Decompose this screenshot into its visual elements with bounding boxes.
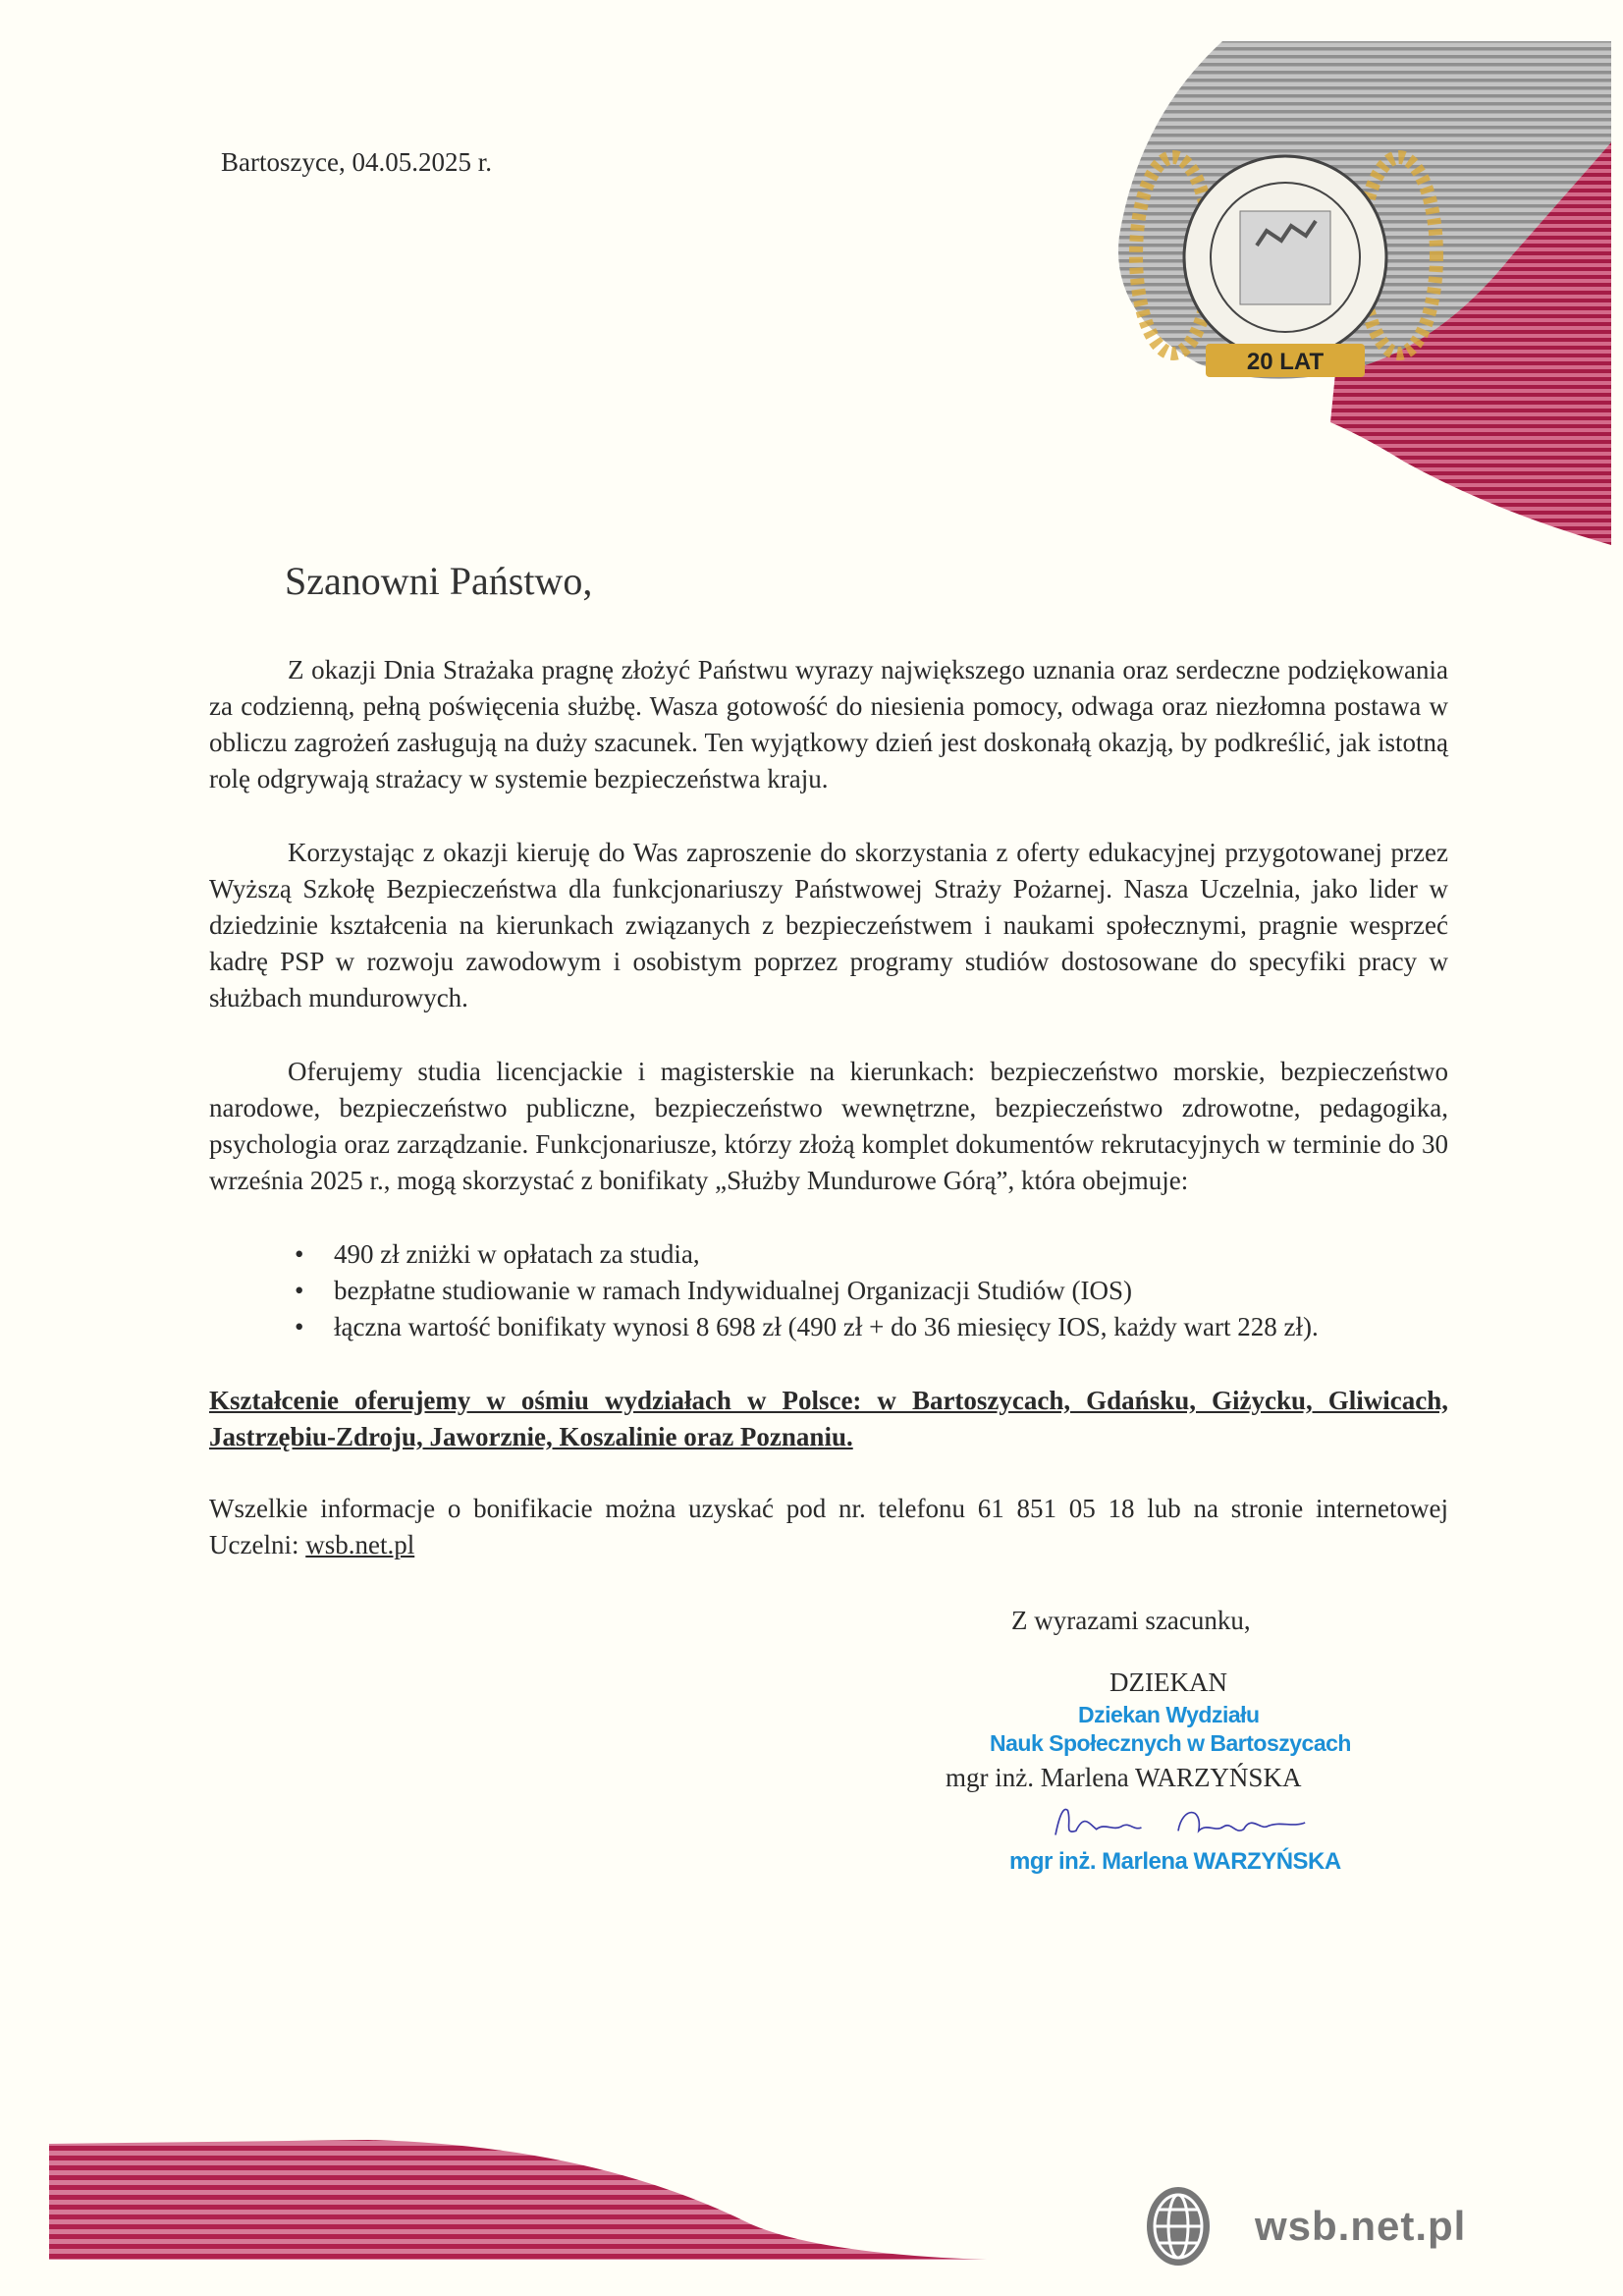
signature-block — [946, 1603, 1448, 1877]
letter-body — [209, 652, 1448, 1877]
salutation: Szanowni Państwo, — [285, 559, 593, 603]
handwritten-signature — [1011, 1798, 1345, 1847]
stamp-line-3: mgr inż. Marlena WARZYŃSKA — [1009, 1848, 1341, 1875]
paragraph-3 — [209, 1054, 1448, 1199]
contact-text: Wszelkie informacje o bonifikacie można uzyskać pod nr. telefonu 61 851 05 18 lub na stronie internetowej Uczelni: — [209, 1494, 1448, 1559]
footer-ribbon — [44, 2136, 997, 2264]
paragraph-text: Z okazji Dnia Strażaka pragnę złożyć Państwu wyrazy największego uznania oraz serdeczne podziękowania za codzienną, pełną poświęcenia służbę. Wasza gotowość do niesienia pomocy, odwaga oraz niezłomna postawa w obliczu zagrożeń zasługują na duży szacunek. Ten wyjątkowy dzień jest doskonałą okazją, by podkreślić, jak istotną rolę odgrywają strażacy w systemie bezpieczeństwa kraju. — [209, 655, 1448, 793]
header-graphic — [1080, 0, 1623, 550]
paragraph-2 — [209, 835, 1448, 1016]
faculties-paragraph: Kształcenie oferujemy w ośmiu wydziałach w Polsce: w Bartoszycach, Gdańsku, Giżycku, Gliwicach, Jastrzębiu-Zdroju, Jaworznie, Koszalinie oraz Poznaniu. — [209, 1386, 1448, 1451]
contact-paragraph — [209, 1491, 1448, 1563]
footer-website: wsb.net.pl — [1255, 2203, 1467, 2249]
bonus-list — [295, 1236, 1448, 1345]
website-link[interactable]: wsb.net.pl — [305, 1530, 415, 1559]
stamp-line-1: Dziekan Wydziału — [1078, 1702, 1260, 1727]
seal-banner: 20 LAT — [1246, 349, 1325, 375]
dean-name: mgr inż. Marlena WARZYŃSKA — [946, 1763, 1302, 1792]
paragraph-1 — [209, 652, 1448, 797]
list-item: • 490 zł zniżki w opłatach za studia, — [295, 1236, 1448, 1273]
list-item: • łączna wartość bonifikaty wynosi 8 698 zł (490 zł + do 36 miesięcy IOS, każdy wart 228 zł). — [295, 1309, 1448, 1345]
letter-date: Bartoszyce, 04.05.2025 r. — [221, 147, 492, 177]
dean-title: DZIEKAN — [1109, 1667, 1227, 1697]
paragraph-text: Korzystając z okazji kieruję do Was zaproszenie do skorzystania z oferty edukacyjnej przygotowanej przez Wyższą Szkołę Bezpieczeństwa dla funkcjonariuszy Państwowej Straży Pożarnej. Nasza Uczelnia, jako lider w dziedzinie kształcenia na kierunkach związanych z bezpieczeństwem i naukami społecznymi, pragnie wesprzeć kadrę PSP w rozwoju zawodowym i osobistym poprzez programy studiów dostosowane do specyfiki pracy w służbach mundurowych. — [209, 838, 1448, 1012]
globe-icon — [1144, 2185, 1213, 2269]
paragraph-text: Oferujemy studia licencjackie i magisterskie na kierunkach: bezpieczeństwo morskie, bezpieczeństwo narodowe, bezpieczeństwo publiczne, bezpieczeństwo wewnętrzne, bezpieczeństwo zdrowotne, pedagogika, psychologia oraz zarządzanie. Funkcjonariusze, którzy złożą komplet dokumentów rekrutacyjnych w terminie do 30 września 2025 r., mogą skorzystać z bonifikaty „Służby Mundurowe Górą”, która obejmuje: — [209, 1057, 1448, 1195]
stamp-line-2: Nauk Społecznych w Bartoszycach — [990, 1730, 1351, 1756]
closing: Z wyrazami szacunku, — [1011, 1606, 1251, 1635]
list-item: • bezpłatne studiowanie w ramach Indywidualnej Organizacji Studiów (IOS) — [295, 1273, 1448, 1309]
